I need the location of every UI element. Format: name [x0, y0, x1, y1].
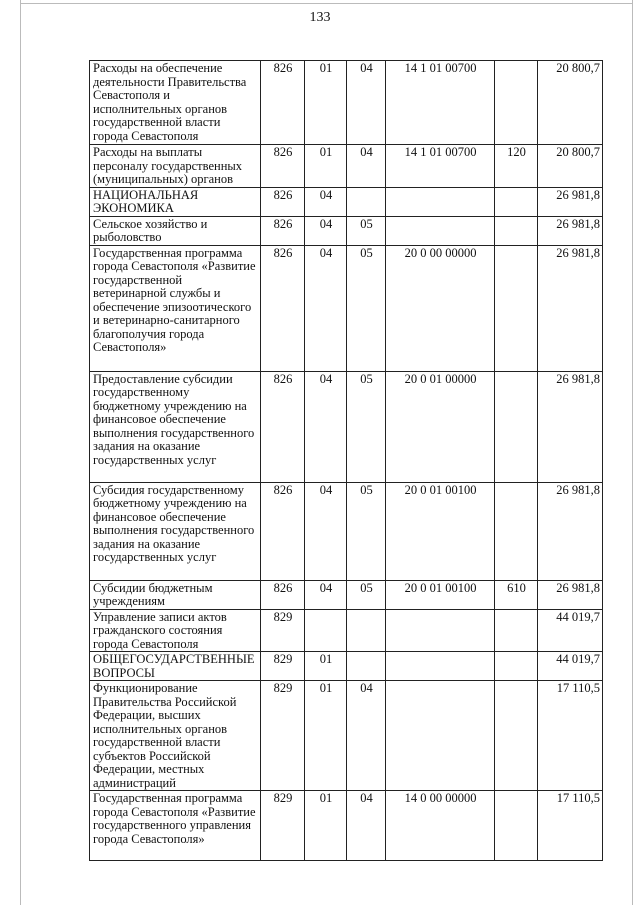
expense-name: Сельское хозяйство и рыболовство	[90, 216, 261, 245]
amount: 26 981,8	[538, 216, 603, 245]
grbs-code: 826	[261, 580, 305, 609]
expense-name: НАЦИОНАЛЬНАЯ ЭКОНОМИКА	[90, 187, 261, 216]
expense-type-code	[495, 482, 538, 580]
subsection-code	[347, 652, 386, 681]
section-code: 04	[305, 187, 347, 216]
amount: 20 800,7	[538, 61, 603, 145]
expense-name: Расходы на обеспечение деятельности Правительства Севастополя и исполнительных органов государственной власти города Севастополя	[90, 61, 261, 145]
expense-name: Субсидии бюджетным учреждениям	[90, 580, 261, 609]
target-article-code: 20 0 00 00000	[386, 245, 495, 371]
grbs-code: 829	[261, 681, 305, 791]
subsection-code: 04	[347, 145, 386, 188]
amount: 20 800,7	[538, 145, 603, 188]
grbs-code: 829	[261, 652, 305, 681]
subsection-code: 04	[347, 791, 386, 861]
expense-name: Расходы на выплаты персоналу государственных (муниципальных) органов	[90, 145, 261, 188]
expense-type-code	[495, 187, 538, 216]
expense-type-code: 120	[495, 145, 538, 188]
section-code: 04	[305, 245, 347, 371]
target-article-code: 14 1 01 00700	[386, 61, 495, 145]
target-article-code: 14 1 01 00700	[386, 145, 495, 188]
page-number: 133	[309, 10, 331, 25]
amount: 44 019,7	[538, 609, 603, 652]
budget-table	[89, 60, 603, 861]
table-row	[90, 145, 603, 188]
grbs-code: 826	[261, 145, 305, 188]
section-code: 01	[305, 61, 347, 145]
expense-type-code	[495, 245, 538, 371]
grbs-code: 829	[261, 609, 305, 652]
target-article-code: 14 0 00 00000	[386, 791, 495, 861]
table-row	[90, 482, 603, 580]
table-row	[90, 791, 603, 861]
expense-name: Управление записи актов гражданского состояния города Севастополя	[90, 609, 261, 652]
expense-type-code	[495, 652, 538, 681]
subsection-code: 05	[347, 371, 386, 482]
grbs-code: 826	[261, 245, 305, 371]
expense-name: Государственная программа города Севастополя «Развитие государственного управления города Севастополя»	[90, 791, 261, 861]
expense-name: Предоставление субсидии государственному бюджетному учреждению на финансовое обеспечение выполнения государственного задания на оказание государственных услуг	[90, 371, 261, 482]
target-article-code: 20 0 01 00100	[386, 482, 495, 580]
amount: 44 019,7	[538, 652, 603, 681]
section-code	[305, 609, 347, 652]
grbs-code: 829	[261, 791, 305, 861]
expense-name: Государственная программа города Севастополя «Развитие государственной ветеринарной службы и обеспечение эпизоотического и ветеринарно-санитарного благополучия города Севастополя»	[90, 245, 261, 371]
subsection-code: 05	[347, 245, 386, 371]
amount: 26 981,8	[538, 187, 603, 216]
section-code: 01	[305, 791, 347, 861]
amount: 17 110,5	[538, 681, 603, 791]
subsection-code	[347, 609, 386, 652]
section-code: 04	[305, 216, 347, 245]
table-row	[90, 681, 603, 791]
table-row	[90, 216, 603, 245]
target-article-code	[386, 609, 495, 652]
target-article-code	[386, 652, 495, 681]
expense-name: Субсидия государственному бюджетному учреждению на финансовое обеспечение выполнения государственного задания на оказание государственных услуг	[90, 482, 261, 580]
grbs-code: 826	[261, 216, 305, 245]
expense-type-code	[495, 61, 538, 145]
amount: 26 981,8	[538, 482, 603, 580]
table-row	[90, 609, 603, 652]
amount: 26 981,8	[538, 371, 603, 482]
table-row	[90, 187, 603, 216]
grbs-code: 826	[261, 187, 305, 216]
scan-edge-line-top	[20, 3, 632, 4]
subsection-code	[347, 187, 386, 216]
amount: 17 110,5	[538, 791, 603, 861]
subsection-code: 04	[347, 61, 386, 145]
grbs-code: 826	[261, 61, 305, 145]
target-article-code: 20 0 01 00000	[386, 371, 495, 482]
scan-edge-line-left	[20, 0, 21, 905]
subsection-code: 04	[347, 681, 386, 791]
table-row	[90, 580, 603, 609]
grbs-code: 826	[261, 371, 305, 482]
table-row	[90, 371, 603, 482]
expense-type-code	[495, 791, 538, 861]
amount: 26 981,8	[538, 580, 603, 609]
section-code: 04	[305, 580, 347, 609]
expense-name: Функционирование Правительства Российской Федерации, высших исполнительных органов государственной власти субъектов Российской Федерации, местных администраций	[90, 681, 261, 791]
section-code: 04	[305, 482, 347, 580]
target-article-code	[386, 187, 495, 216]
subsection-code: 05	[347, 580, 386, 609]
target-article-code	[386, 216, 495, 245]
expense-type-code	[495, 609, 538, 652]
scan-edge-line-right	[632, 0, 633, 905]
table-row	[90, 652, 603, 681]
table-row	[90, 245, 603, 371]
section-code: 04	[305, 371, 347, 482]
expense-name: ОБЩЕГОСУДАРСТВЕННЫЕ ВОПРОСЫ	[90, 652, 261, 681]
expense-type-code: 610	[495, 580, 538, 609]
expense-type-code	[495, 681, 538, 791]
grbs-code: 826	[261, 482, 305, 580]
target-article-code: 20 0 01 00100	[386, 580, 495, 609]
subsection-code: 05	[347, 216, 386, 245]
section-code: 01	[305, 145, 347, 188]
expense-type-code	[495, 371, 538, 482]
subsection-code: 05	[347, 482, 386, 580]
section-code: 01	[305, 681, 347, 791]
table-row	[90, 61, 603, 145]
amount: 26 981,8	[538, 245, 603, 371]
expense-type-code	[495, 216, 538, 245]
section-code: 01	[305, 652, 347, 681]
target-article-code	[386, 681, 495, 791]
